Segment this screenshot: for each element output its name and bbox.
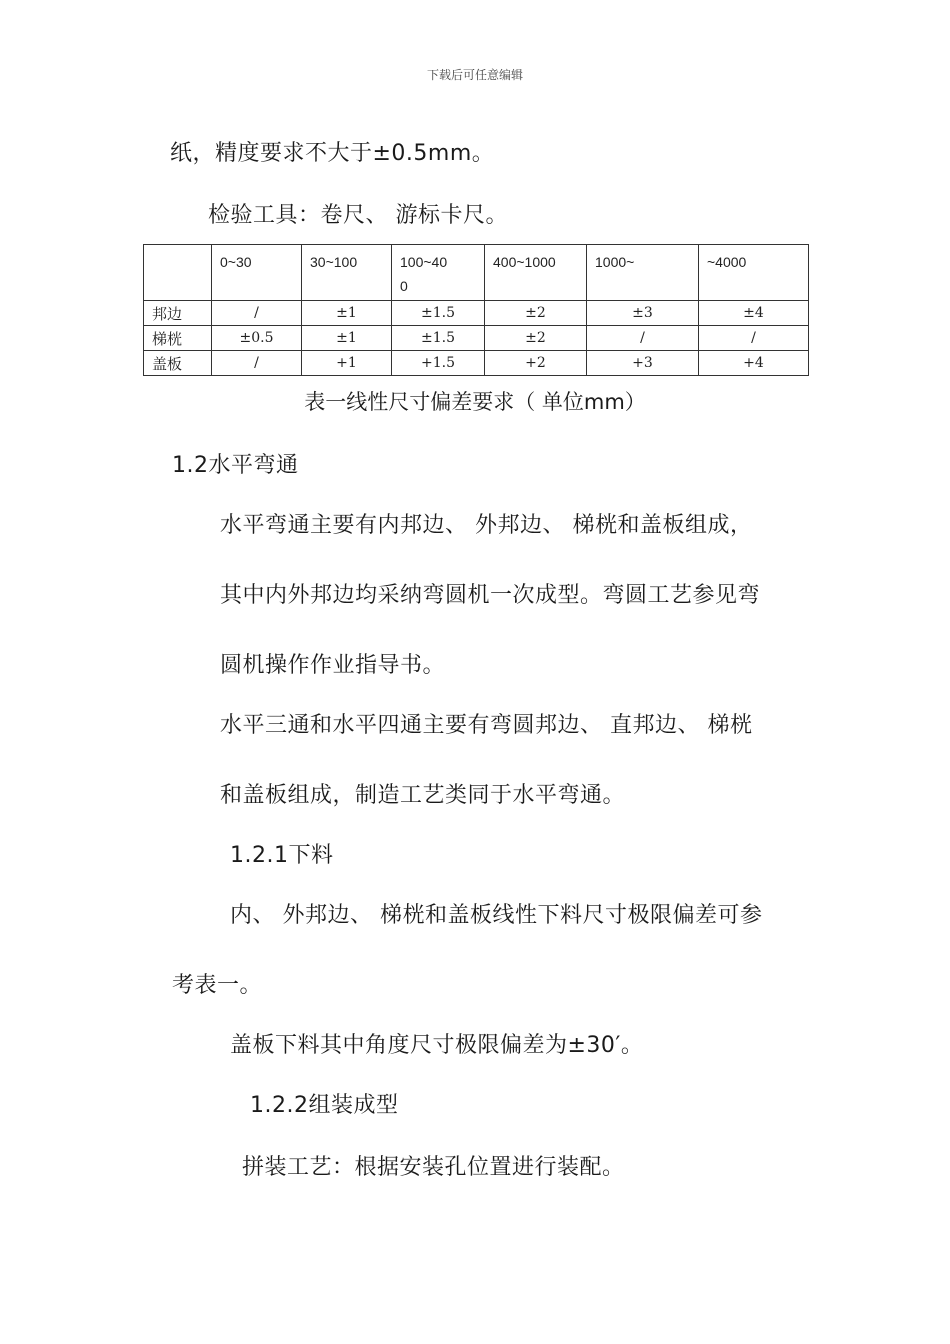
paragraph-precision: 纸，精度要求不大于±0.5mm。 (170, 141, 495, 166)
tolerance-table (143, 244, 809, 376)
table-cell: ±2 (485, 301, 587, 326)
table-cell: +2 (485, 351, 587, 376)
paragraph-tee-cross-line1: 水平三通和水平四通主要有弯圆邦边、 直邦边、 梯桄 (220, 713, 753, 738)
table-cell: / (699, 326, 809, 351)
table-cell: ±1.5 (392, 326, 485, 351)
table-row-label: 盖板 (144, 351, 212, 376)
table-cell: ±2 (485, 326, 587, 351)
table-cell: / (212, 301, 302, 326)
table-row (144, 351, 809, 376)
section-heading-1-2-2: 1.2.2组装成型 (250, 1093, 399, 1118)
table-cell: ±0.5 (212, 326, 302, 351)
paragraph-horizontal-elbow-line3: 圆机操作作业指导书。 (220, 653, 446, 678)
table-cell: ±1.5 (392, 301, 485, 326)
table-cell: ±1 (302, 326, 392, 351)
table-cell: ±1 (302, 301, 392, 326)
page-header-watermark: 下载后可任意编辑 (426, 68, 523, 82)
paragraph-horizontal-elbow-line2: 其中内外邦边均采纳弯圆机一次成型。弯圆工艺参见弯 (220, 583, 761, 608)
table-header-cell (144, 245, 212, 301)
table-header-cell: 100~40 0 (392, 245, 485, 301)
paragraph-cutting-line2: 考表一。 (172, 973, 263, 998)
table-header-cell: 400~1000 (485, 245, 587, 301)
table-row-label: 邦边 (144, 301, 212, 326)
table-cell: ±3 (587, 301, 699, 326)
table-row-label: 梯桄 (144, 326, 212, 351)
table-header-cell: 30~100 (302, 245, 392, 301)
table-cell: +1 (302, 351, 392, 376)
table-cell: ±4 (699, 301, 809, 326)
table-caption: 表一线性尺寸偏差要求（ 单位mm） (304, 390, 646, 414)
section-heading-1-2-1: 1.2.1下料 (230, 843, 334, 868)
paragraph-angle-tolerance: 盖板下料其中角度尺寸极限偏差为±30′。 (230, 1033, 644, 1058)
table-cell: +3 (587, 351, 699, 376)
table-header-cell: 0~30 (212, 245, 302, 301)
table-header-row (144, 245, 809, 301)
table-row (144, 301, 809, 326)
paragraph-assembly: 拼装工艺：根据安装孔位置进行装配。 (242, 1155, 625, 1180)
table-row (144, 326, 809, 351)
table-cell: / (212, 351, 302, 376)
table-cell: +4 (699, 351, 809, 376)
table-cell: / (587, 326, 699, 351)
table-header-cell: 1000~ (587, 245, 699, 301)
table-header-cell: ~4000 (699, 245, 809, 301)
paragraph-tee-cross-line2: 和盖板组成，制造工艺类同于水平弯通。 (220, 783, 626, 808)
paragraph-horizontal-elbow-line1: 水平弯通主要有内邦边、 外邦边、 梯桄和盖板组成， (220, 513, 753, 538)
paragraph-tools: 检验工具：卷尺、 游标卡尺。 (208, 203, 508, 228)
section-heading-1-2: 1.2水平弯通 (172, 453, 299, 478)
table-cell: +1.5 (392, 351, 485, 376)
paragraph-cutting-line1: 内、 外邦边、 梯桄和盖板线性下料尺寸极限偏差可参 (230, 903, 763, 928)
